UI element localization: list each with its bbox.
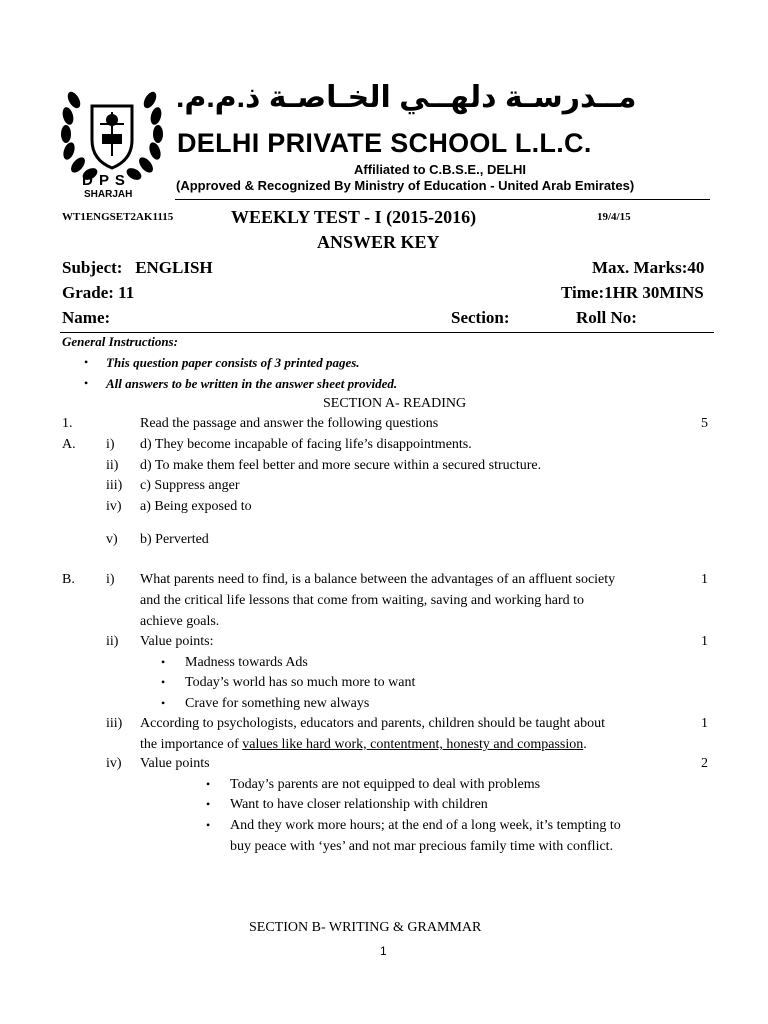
answer-line: and the critical life lessons that come from waiting, saving and working hard to <box>140 593 584 608</box>
test-code: WT1ENGSET2AK1115 <box>62 211 174 223</box>
answer-number: ii) <box>106 634 119 649</box>
logo-city: SHARJAH <box>84 189 133 200</box>
answer-line-suffix: . <box>583 737 587 752</box>
section-field-label: Section: <box>451 308 510 327</box>
school-approval: (Approved & Recognized By Ministry of Education - United Arab Emirates) <box>176 178 635 193</box>
value-point-continuation: buy peace with ‘yes’ and not mar precious family time with conflict. <box>230 839 614 854</box>
value-point: Madness towards Ads <box>185 655 308 670</box>
test-date: 19/4/15 <box>597 211 631 223</box>
page-number: 1 <box>380 944 387 958</box>
question-number: 1. <box>62 416 73 431</box>
part-a-label: A. <box>62 437 76 452</box>
bullet-icon: • <box>161 696 166 710</box>
answer-text: Value points <box>140 756 210 771</box>
answer-number: i) <box>106 437 115 452</box>
answer-line: What parents need to find, is a balance between the advantages of an affluent society <box>140 572 616 587</box>
answer-number: iii) <box>106 716 123 731</box>
question-text: Read the passage and answer the following questions <box>140 416 439 431</box>
school-affiliation: Affiliated to C.B.S.E., DELHI <box>354 162 526 177</box>
school-logo <box>60 78 164 202</box>
letterhead-rule <box>175 199 710 200</box>
value-point: Today’s parents are not equipped to deal with problems <box>230 777 541 792</box>
bullet-icon: • <box>84 376 89 390</box>
answer-number: i) <box>106 572 115 587</box>
subject-label: Subject: ENGLISH <box>62 258 213 277</box>
answer-number: iv) <box>106 499 122 514</box>
grade-label: Grade: 11 <box>62 283 135 302</box>
part-b-label: B. <box>62 572 75 587</box>
answer-text: a) Being exposed to <box>140 499 252 514</box>
instruction-item: This question paper consists of 3 printed pages. <box>106 355 360 370</box>
answer-key-title: ANSWER KEY <box>317 232 440 252</box>
answer-text: b) Perverted <box>140 532 209 547</box>
section-b-heading: SECTION B- WRITING & GRAMMAR <box>249 920 482 935</box>
value-point: And they work more hours; at the end of a long week, it’s tempting to <box>230 818 621 833</box>
bullet-icon: • <box>206 797 211 811</box>
answer-line: achieve goals. <box>140 614 220 629</box>
answer-text: d) To make them feel better and more secure within a secured structure. <box>140 458 542 473</box>
underlined-phrase: values like hard work, contentment, honesty and compassion <box>242 737 584 752</box>
answer-line: According to psychologists, educators and parents, children should be taught about <box>140 716 606 731</box>
answer-number: iv) <box>106 756 122 771</box>
bullet-icon: • <box>161 675 166 689</box>
answer-line <box>140 737 587 753</box>
value-point: Today’s world has so much more to want <box>185 675 416 690</box>
section-a-heading: SECTION A- READING <box>323 396 467 411</box>
bullet-icon: • <box>206 777 211 791</box>
answer-marks: 1 <box>701 572 708 587</box>
value-point: Crave for something new always <box>185 696 370 711</box>
logo-initials: D P S <box>82 172 126 189</box>
bullet-icon: • <box>161 655 166 669</box>
time-label: Time:1HR 30MINS <box>561 283 704 302</box>
answer-marks: 1 <box>701 716 708 731</box>
answer-line-prefix: the importance of <box>140 737 243 752</box>
name-field-label: Name: <box>62 308 111 327</box>
bullet-icon: • <box>206 818 211 832</box>
roll-no-field-label: Roll No: <box>576 308 637 327</box>
instructions-heading: General Instructions: <box>62 334 178 349</box>
school-name-arabic: مــدرسـة دلهــي الخـاصـة ذ.م.م. <box>176 81 637 114</box>
value-point: Want to have closer relationship with children <box>230 797 488 812</box>
header-rule <box>60 332 714 333</box>
instruction-item: All answers to be written in the answer sheet provided. <box>106 376 398 391</box>
bullet-icon: • <box>84 355 89 369</box>
answer-text: d) They become incapable of facing life’s disappointments. <box>140 437 472 452</box>
max-marks: Max. Marks:40 <box>592 258 705 277</box>
school-name: DELHI PRIVATE SCHOOL L.L.C. <box>177 128 592 158</box>
answer-text: Value points: <box>140 634 214 649</box>
answer-number: ii) <box>106 458 119 473</box>
test-title: WEEKLY TEST - I (2015-2016) <box>231 207 477 227</box>
answer-text: c) Suppress anger <box>140 478 240 493</box>
answer-marks: 2 <box>701 756 708 771</box>
answer-marks: 1 <box>701 634 708 649</box>
answer-number: iii) <box>106 478 123 493</box>
question-marks: 5 <box>701 416 708 431</box>
answer-number: v) <box>106 532 118 547</box>
